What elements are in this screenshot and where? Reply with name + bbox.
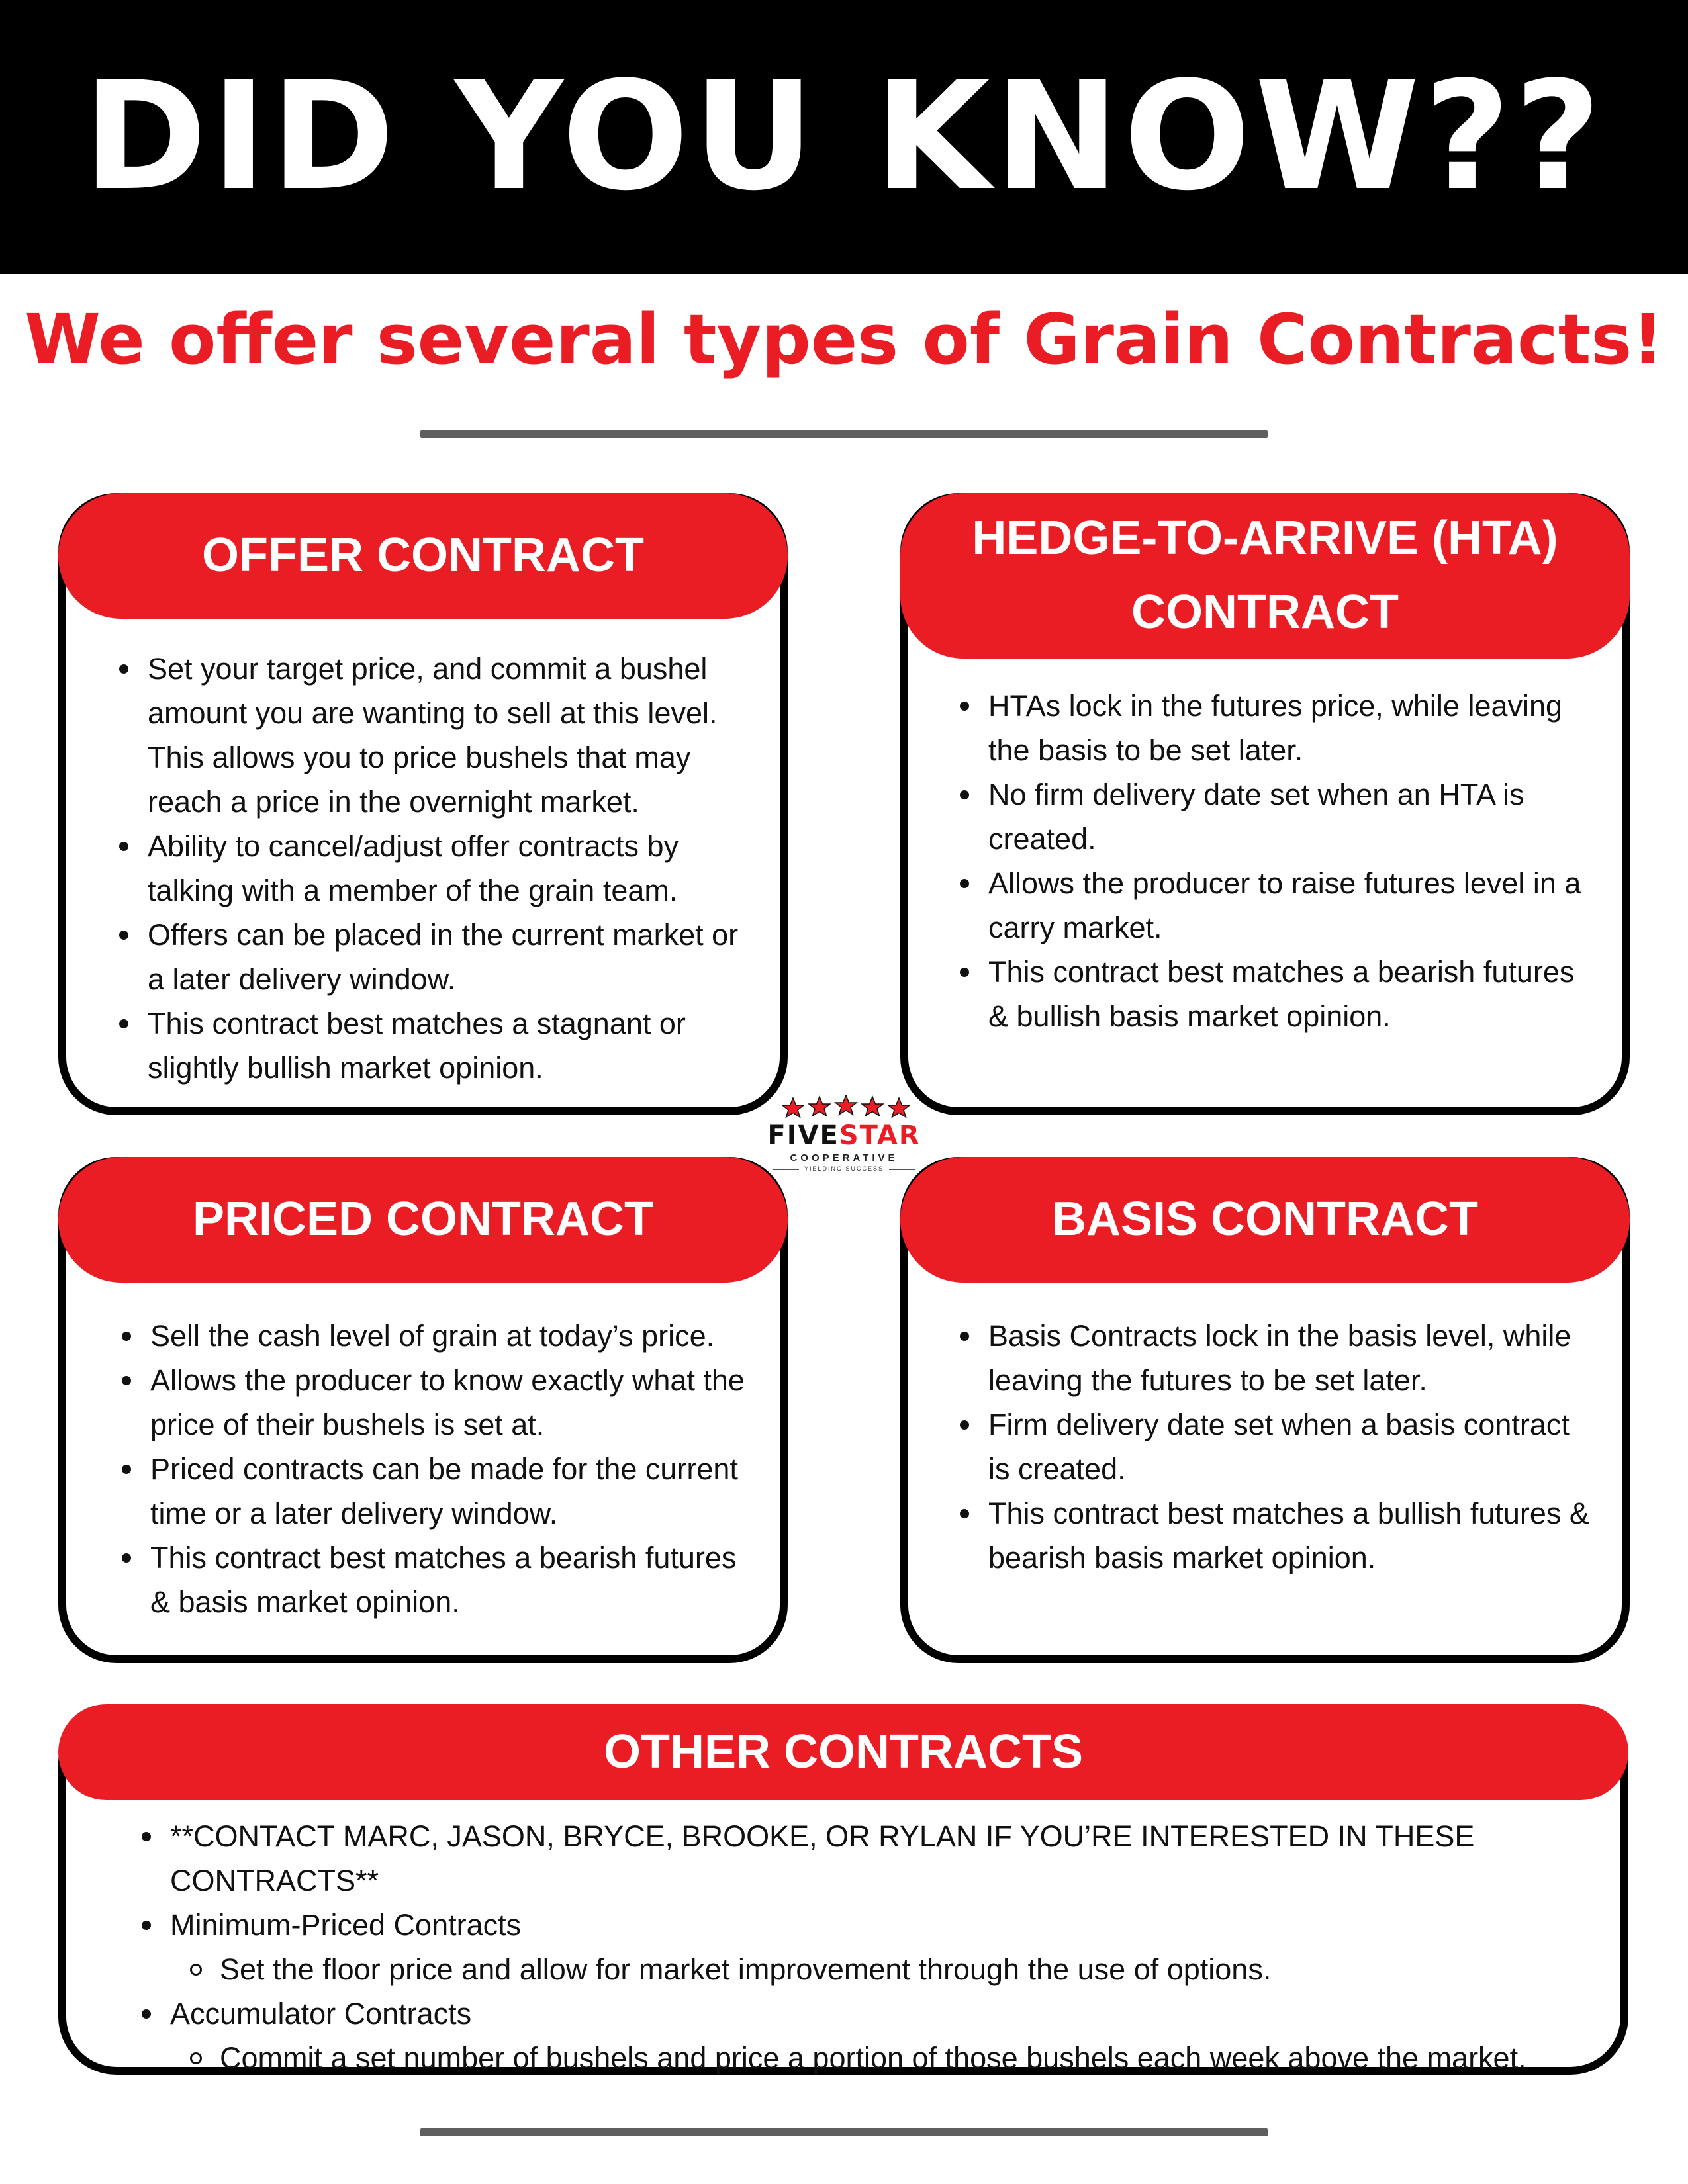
page-subtitle: We offer several types of Grain Contracts! bbox=[24, 299, 1664, 380]
hta-contract-list bbox=[959, 684, 1594, 1038]
list-item: Accumulator Contracts bbox=[140, 1991, 1610, 2036]
offer-contract-header bbox=[58, 493, 788, 619]
basis-contract-title: BASIS CONTRACT bbox=[1052, 1193, 1478, 1246]
other-contracts-list bbox=[140, 1814, 1610, 2080]
priced-contract-title: PRICED CONTRACT bbox=[193, 1193, 653, 1246]
priced-contract-header bbox=[58, 1157, 788, 1283]
list-item: Basis Contracts lock in the basis level, while leaving the futures to be set later. bbox=[959, 1314, 1594, 1402]
hta-contract-title-line2: CONTRACT bbox=[1131, 586, 1399, 639]
page-title: DID YOU KNOW?? bbox=[83, 50, 1605, 224]
list-item: No firm delivery date set when an HTA is created. bbox=[959, 772, 1594, 861]
logo-tagline: YIELDING SUCCESS bbox=[761, 1165, 927, 1172]
list-item: Allows the producer to raise futures level in a carry market. bbox=[959, 861, 1594, 950]
list-item: This contract best matches a bearish futures & basis market opinion. bbox=[120, 1535, 756, 1624]
list-item: This contract best matches a stagnant or slightly bullish market opinion. bbox=[118, 1001, 753, 1090]
list-item: This contract best matches a bullish futures & bearish basis market opinion. bbox=[959, 1491, 1594, 1580]
list-item: HTAs lock in the futures price, while leaving the basis to be set later. bbox=[959, 684, 1594, 772]
offer-contract-title: OFFER CONTRACT bbox=[202, 529, 644, 582]
top-divider bbox=[420, 430, 1268, 438]
logo-wordmark-five: FIVE bbox=[767, 1120, 839, 1151]
list-item: Sell the cash level of grain at today’s price. bbox=[120, 1314, 756, 1358]
list-item: Offers can be placed in the current market or a later delivery window. bbox=[118, 913, 753, 1001]
logo-wordmark-star: STAR bbox=[839, 1120, 921, 1151]
list-item: Allows the producer to know exactly what the price of their bushels is set at. bbox=[120, 1358, 756, 1447]
logo-wordmark bbox=[761, 1120, 927, 1151]
list-item: Ability to cancel/adjust offer contracts by talking with a member of the grain team. bbox=[118, 824, 753, 913]
list-item: This contract best matches a bearish futures & bullish basis market opinion. bbox=[959, 950, 1594, 1038]
list-item: Priced contracts can be made for the current time or a later delivery window. bbox=[120, 1447, 756, 1535]
list-item: Set your target price, and commit a bushel amount you are wanting to sell at this level. This allows you to price bushels that may reach a price in the overnight market. bbox=[118, 647, 753, 824]
other-contracts-title: OTHER CONTRACTS bbox=[604, 1725, 1083, 1778]
list-sub-item: Commit a set number of bushels and price a portion of those bushels each week above the market. bbox=[140, 2036, 1610, 2080]
list-item: Minimum-Priced Contracts bbox=[140, 1903, 1610, 1947]
logo-subtitle: COOPERATIVE bbox=[790, 1152, 898, 1163]
list-item: Firm delivery date set when a basis contract is created. bbox=[959, 1402, 1594, 1491]
offer-contract-list bbox=[118, 647, 753, 1090]
hta-contract-title-line1: HEDGE-TO-ARRIVE (HTA) bbox=[972, 512, 1558, 565]
fivestar-logo bbox=[761, 1095, 927, 1175]
bottom-divider bbox=[420, 2128, 1268, 2136]
basis-contract-list bbox=[959, 1314, 1594, 1580]
basis-contract-header bbox=[900, 1157, 1630, 1283]
list-item: **CONTACT MARC, JASON, BRYCE, BROOKE, OR RYLAN IF YOU’RE INTERESTED IN THESE CONTRACTS** bbox=[140, 1814, 1610, 1903]
list-sub-item: Set the floor price and allow for market improvement through the use of options. bbox=[140, 1947, 1610, 1991]
header-banner bbox=[0, 0, 1688, 274]
hta-contract-header bbox=[900, 493, 1630, 659]
other-contracts-header bbox=[58, 1704, 1628, 1800]
priced-contract-list bbox=[120, 1314, 756, 1624]
